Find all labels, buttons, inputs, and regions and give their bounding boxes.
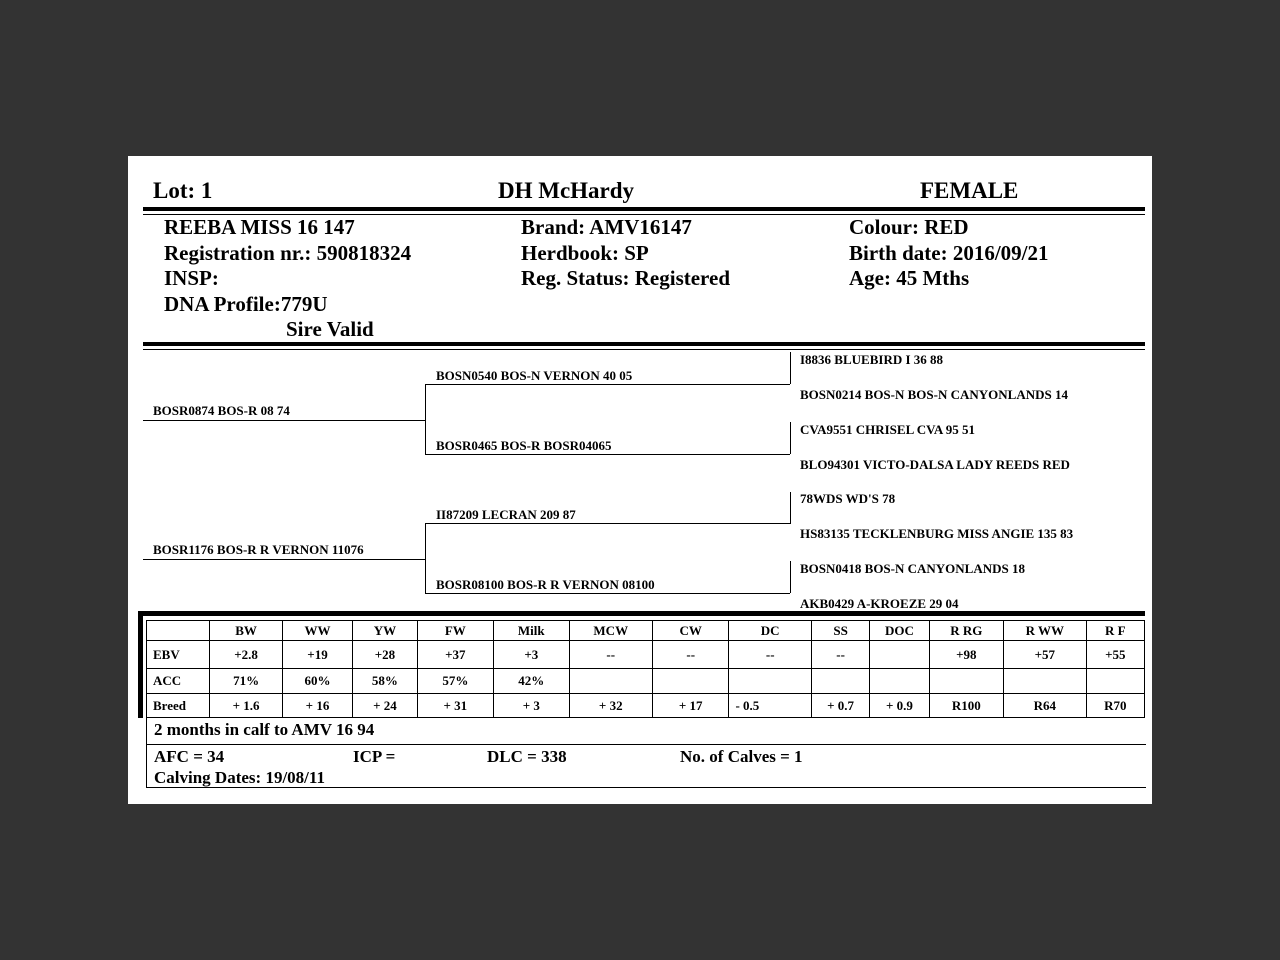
ebv-cell: -- [729,641,811,669]
ebv-header-cell: FW [417,621,493,641]
pedigree-dam: BOSR1176 BOS-R R VERNON 11076 [153,542,364,557]
ebv-header-cell: MCW [569,621,653,641]
dna-profile: DNA Profile:779U [164,291,328,316]
age: Age: 45 Mths [849,266,970,290]
sire-valid: Sire Valid [286,317,374,341]
ebv-cell: 60% [282,669,352,694]
ebv-cell: R100 [929,694,1003,718]
lot-card [128,156,1152,804]
lot-number: Lot: 1 [153,178,213,203]
pedigree-great-grandparent: BLO94301 VICTO-DALSA LADY REEDS RED [800,457,1070,472]
ebv-cell: + 24 [353,694,417,718]
ebv-cell: R70 [1086,694,1144,718]
ebv-cell: -- [569,641,653,669]
ebv-cell: +2.8 [210,641,282,669]
in-calf-text: 2 months in calf to AMV 16 94 [154,720,375,739]
pedigree-bracket [790,352,791,384]
afc-value: AFC = 34 [154,747,225,766]
pedigree-line [143,559,425,560]
ebv-header-cell [147,621,210,641]
pedigree-great-grandparent: BOSN0214 BOS-N BOS-N CANYONLANDS 14 [800,387,1068,402]
ebv-header-cell: DOC [870,621,929,641]
ebv-cell: +55 [1086,641,1144,669]
pedigree-great-grandparent: HS83135 TECKLENBURG MISS ANGIE 135 83 [800,526,1074,541]
animal-info-left [164,215,411,343]
ebv-header-cell: R F [1086,621,1144,641]
breeder-name: DH McHardy [498,178,635,203]
pedigree-great-grandparent: 78WDS WD'S 78 [800,491,896,506]
ebv-cell: 57% [417,669,493,694]
pedigree-line [425,593,790,594]
brand: Brand: AMV16147 [521,215,692,239]
ebv-cell: +37 [417,641,493,669]
animal-sex: FEMALE [920,178,1019,203]
ebv-cell: -- [811,641,869,669]
dlc-value: DLC = 338 [487,747,567,766]
ebv-cell: -- [653,641,729,669]
ebv-cell [729,669,811,694]
ebv-cell: 71% [210,669,282,694]
ebv-cell: +57 [1004,641,1086,669]
pedigree-bracket [425,523,426,594]
ebv-header-cell: R WW [1004,621,1086,641]
calving-dates: Calving Dates: 19/08/11 [154,768,325,787]
pedigree-bracket [790,492,791,524]
pedigree-dam-dam: BOSR08100 BOS-R R VERNON 08100 [436,577,655,592]
ebv-cell: +98 [929,641,1003,669]
ebv-cell: +28 [353,641,417,669]
pedigree-great-grandparent: BOSN0418 BOS-N CANYONLANDS 18 [800,561,1025,576]
insp-field: INSP: [164,266,219,290]
in-calf-row [146,718,1146,745]
ebv-cell [653,669,729,694]
ebv-row-label: ACC [147,669,210,694]
ebv-header-cell: DC [729,621,811,641]
ebv-cell [569,669,653,694]
ebv-header-cell: WW [282,621,352,641]
ebv-cell: +19 [282,641,352,669]
ebv-cell: + 1.6 [210,694,282,718]
ebv-header-cell: BW [210,621,282,641]
colour: Colour: RED [849,215,969,239]
ebv-cell: R64 [1004,694,1086,718]
info-divider-thick [143,342,1145,346]
ebv-cell: + 3 [494,694,569,718]
ebv-row [147,641,1145,669]
animal-info-middle [521,215,730,292]
animal-info-right [849,215,1049,292]
ebv-cell: + 32 [569,694,653,718]
pedigree-line [425,454,790,455]
pedigree-dam-sire: II87209 LECRAN 209 87 [436,507,576,522]
ebv-cell: + 31 [417,694,493,718]
ebv-cell: + 17 [653,694,729,718]
pedigree-bracket [425,384,426,455]
pedigree-line [425,523,790,524]
ebv-header-cell: YW [353,621,417,641]
pedigree-line [143,420,425,421]
reg-status: Reg. Status: Registered [521,266,730,290]
info-divider-thin [143,349,1145,350]
pedigree-great-grandparent: I8836 BLUEBIRD I 36 88 [800,352,944,367]
ebv-header-cell: Milk [494,621,569,641]
ebv-header-cell: CW [653,621,729,641]
pedigree-sire-sire: BOSN0540 BOS-N VERNON 40 05 [436,368,633,383]
ebv-cell: 58% [353,669,417,694]
ebv-divider-thick [138,611,1145,616]
pedigree-sire: BOSR0874 BOS-R 08 74 [153,403,290,418]
ebv-cell: +3 [494,641,569,669]
pedigree-sire-dam: BOSR0465 BOS-R BOSR04065 [436,438,612,453]
ebv-cell [1004,669,1086,694]
herdbook: Herdbook: SP [521,240,649,265]
ebv-row-label: Breed [147,694,210,718]
ebv-cell: + 0.9 [870,694,929,718]
ebv-cell [1086,669,1144,694]
ebv-cell: + 16 [282,694,352,718]
registration-number: Registration nr.: 590818324 [164,240,412,265]
pedigree-bracket [790,561,791,593]
icp-value: ICP = [353,747,396,766]
calves-count: No. of Calves = 1 [680,747,803,766]
ebv-table [146,620,1145,718]
ebv-cell: + 0.7 [811,694,869,718]
ebv-cell [811,669,869,694]
pedigree-bracket [790,422,791,454]
ebv-header-row [147,621,1145,641]
birth-date: Birth date: 2016/09/21 [849,240,1049,265]
ebv-header-cell: SS [811,621,869,641]
ebv-header-cell: R RG [929,621,1003,641]
ebv-cell [870,669,929,694]
ebv-row-label: EBV [147,641,210,669]
pedigree-line [425,384,790,385]
ebv-cell [929,669,1003,694]
ebv-cell: - 0.5 [729,694,811,718]
header-divider-thick [143,207,1145,211]
acc-row [147,669,1145,694]
animal-name: REEBA MISS 16 147 [164,215,355,239]
ebv-cell [870,641,929,669]
breed-row [147,694,1145,718]
pedigree-great-grandparent: CVA9551 CHRISEL CVA 95 51 [800,422,976,437]
pedigree-great-grandparent: AKB0429 A-KROEZE 29 04 [800,596,959,611]
calving-summary [146,745,1146,788]
ebv-left-bar [138,611,143,718]
ebv-cell: 42% [494,669,569,694]
